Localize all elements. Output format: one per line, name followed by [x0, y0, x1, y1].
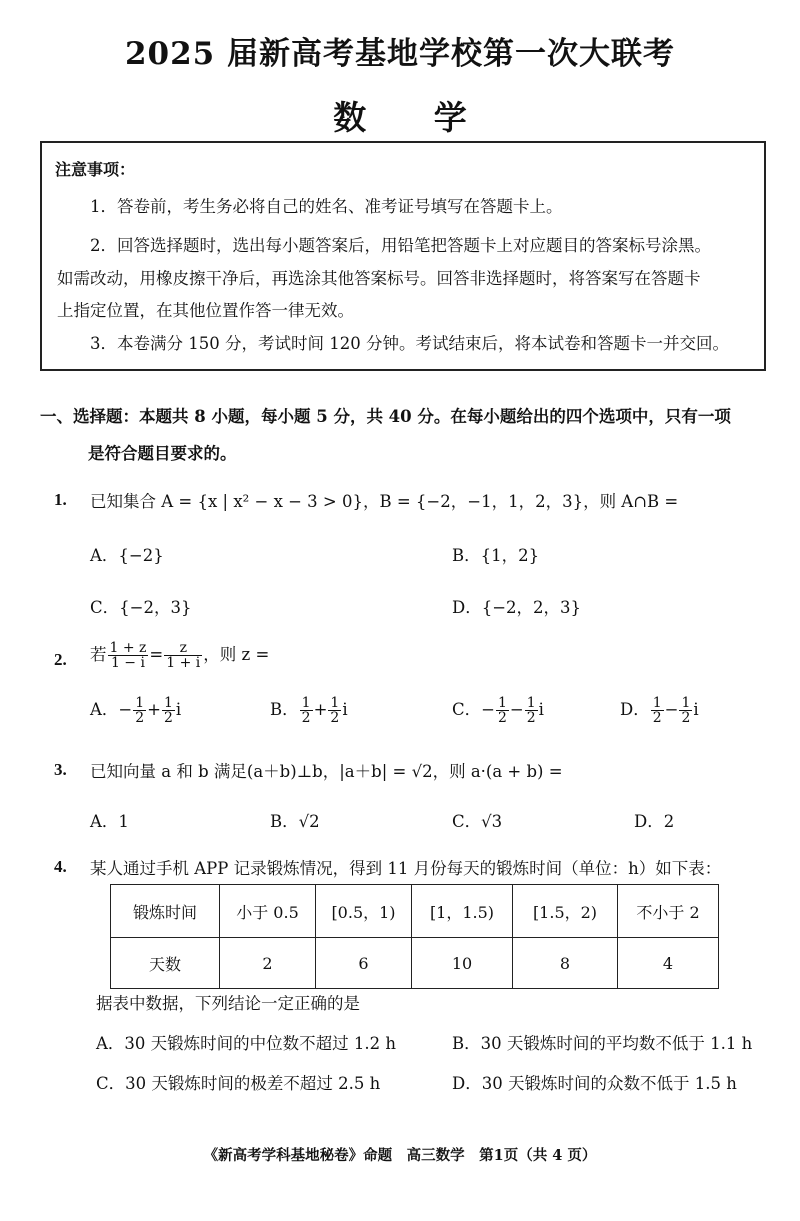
q2-option-b: B． $\frac{1}{2}$ + $\frac{1}{2}$ i	[270, 695, 348, 726]
q4-option-d: D．30 天锻炼时间的众数不低于 1.5 h	[452, 1074, 737, 1093]
notice-line-5: 3．本卷满分 150 分，考试时间 120 分钟。考试结束后，将本试卷和答题卡一并交回。	[90, 334, 729, 353]
table-cell: [1.5，2)	[513, 885, 618, 938]
table-row	[111, 938, 719, 989]
table-cell: 2	[220, 938, 316, 989]
q2-option-c: C．− $\frac{1}{2}$ − $\frac{1}{2}$ i	[452, 695, 544, 726]
table-cell: 4	[618, 938, 719, 989]
q3-option-a: A．1	[90, 812, 129, 831]
table-cell: [1，1.5)	[412, 885, 513, 938]
notice-line-3: 如需改动，用橡皮擦干净后，再选涂其他答案标号。回答非选择题时，将答案写在答题卡	[57, 269, 701, 288]
q4-number: 4.	[54, 857, 67, 876]
notice-line-1: 1．答卷前，考生务必将自己的姓名、准考证号填写在答题卡上。	[90, 197, 563, 216]
q4-prompt: 据表中数据，下列结论一定正确的是	[96, 994, 360, 1013]
q1-number: 1.	[54, 490, 67, 509]
table-cell: 锻炼时间	[111, 885, 220, 938]
exercise-table	[110, 884, 719, 989]
q1-option-d: D．{−2，2，3}	[452, 598, 582, 617]
q1-option-c: C．{−2，3}	[90, 598, 192, 617]
table-cell: 天数	[111, 938, 220, 989]
q3-stem: 已知向量 a 和 b 满足(a＋b)⊥b，|a＋b| = √2，则 a·(a + b) =	[90, 762, 563, 781]
table-row	[111, 885, 719, 938]
q3-option-c: C．√3	[452, 812, 503, 831]
table-cell: 不小于 2	[618, 885, 719, 938]
q4-option-c: C．30 天锻炼时间的极差不超过 2.5 h	[96, 1074, 381, 1093]
q1-option-b: B．{1，2}	[452, 546, 540, 565]
section-heading-line-1: 一、选择题：本题共 8 小题，每小题 5 分，共 40 分。在每小题给出的四个选项中，只有一项	[40, 407, 731, 426]
q4-option-b: B．30 天锻炼时间的平均数不低于 1.1 h	[452, 1034, 753, 1053]
table-cell: 6	[316, 938, 412, 989]
table-cell: [0.5，1)	[316, 885, 412, 938]
q2-option-a: A．− $\frac{1}{2}$ + $\frac{1}{2}$ i	[90, 695, 182, 726]
table-cell: 10	[412, 938, 513, 989]
q2-fraction-left: $\frac{1 + z}{1 - i}$	[109, 640, 147, 671]
table-cell: 8	[513, 938, 618, 989]
q3-number: 3.	[54, 760, 67, 779]
q3-option-b: B．√2	[270, 812, 320, 831]
section-heading-line-2: 是符合题目要求的。	[88, 444, 237, 463]
notice-heading: 注意事项：	[55, 160, 136, 179]
q4-stem: 某人通过手机 APP 记录锻炼情况，得到 11 月份每天的锻炼时间（单位：h）如下表：	[90, 859, 722, 878]
page-footer: 《新高考学科基地秘卷》命题 高三数学 第1页（共 4 页）	[203, 1147, 597, 1164]
exam-title: 2025 届新高考基地学校第一次大联考	[124, 36, 676, 72]
q2-number: 2.	[54, 650, 67, 669]
q2-stem: 若 $\frac{1 + z}{1 - i}$ = $\frac{z}{1 + i}$ ，则 z =	[90, 640, 270, 671]
q3-option-d: D．2	[634, 812, 675, 831]
q1-stem: 已知集合 A = {x | x² − x − 3 > 0}，B = {−2，−1，1，2，3}，则 A∩B =	[90, 492, 679, 511]
table-cell: 小于 0.5	[220, 885, 316, 938]
subject-title: 数 学	[333, 98, 495, 137]
notice-line-4: 上指定位置，在其他位置作答一律无效。	[57, 301, 354, 320]
notice-line-2: 2．回答选择题时，选出每小题答案后，用铅笔把答题卡上对应题目的答案标号涂黑。	[90, 236, 711, 255]
q2-fraction-right: $\frac{z}{1 + i}$	[166, 640, 201, 671]
q4-option-a: A．30 天锻炼时间的中位数不超过 1.2 h	[96, 1034, 397, 1053]
q2-option-d: D． $\frac{1}{2}$ − $\frac{1}{2}$ i	[620, 695, 699, 726]
q1-option-a: A．{−2}	[90, 546, 164, 565]
